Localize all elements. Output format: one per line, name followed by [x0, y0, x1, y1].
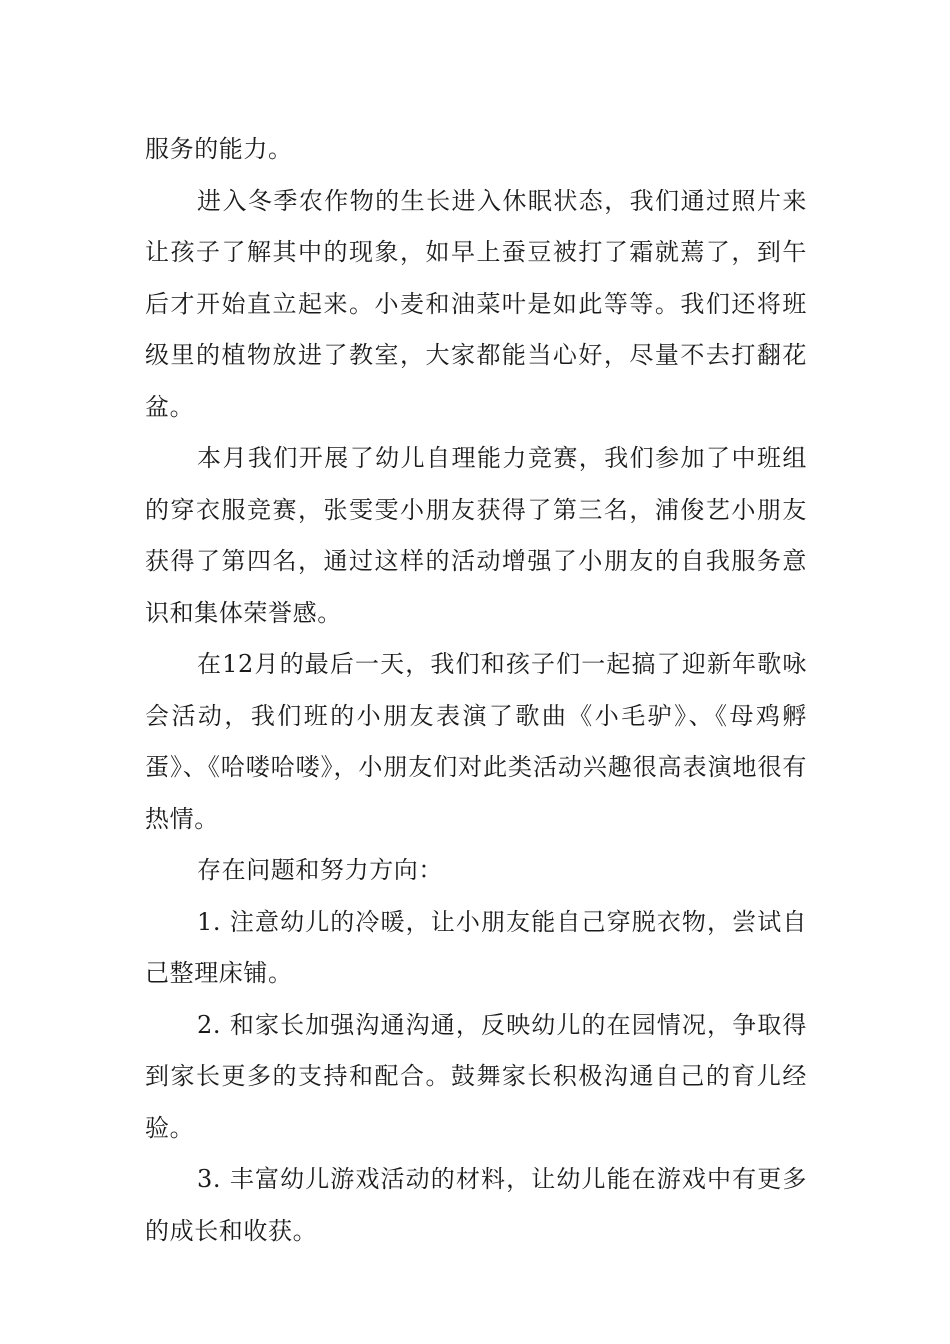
list-item-1: 1. 注意幼儿的冷暖，让小朋友能自己穿脱衣物，尝试自己整理床铺。 [145, 907, 807, 987]
paragraph-problems-heading: 存在问题和努力方向： [197, 856, 443, 884]
document-page [145, 124, 807, 1257]
paragraph-self-care-contest: 本月我们开展了幼儿自理能力竞赛，我们参加了中班组的穿衣服竞赛，张雯雯小朋友获得了第三名，浦俊艺小朋友获得了第四名，通过这样的活动增强了小朋友的自我服务意识和集体荣誉感。 [145, 444, 807, 627]
paragraph-continuation: 服务的能力。 [145, 135, 293, 163]
paragraph-winter-crops: 进入冬季农作物的生长进入休眠状态，我们通过照片来让孩子了解其中的现象，如早上蚕豆被打了霜就蔫了，到午后才开始直立起来。小麦和油菜叶是如此等等。我们还将班级里的植物放进了教室，大家都能当心好，尽量不去打翻花盆。 [145, 186, 807, 421]
list-item-2: 2. 和家长加强沟通沟通，反映幼儿的在园情况，争取得到家长更多的支持和配合。鼓舞家长积极沟通自己的育儿经验。 [145, 1010, 807, 1142]
paragraph-new-year-singing: 在12月的最后一天，我们和孩子们一起搞了迎新年歌咏会活动，我们班的小朋友表演了歌曲《小毛驴》、《母鸡孵蛋》、《哈喽哈喽》，小朋友们对此类活动兴趣很高表演地很有热情。 [145, 650, 807, 833]
list-item-3: 3. 丰富幼儿游戏活动的材料，让幼儿能在游戏中有更多的成长和收获。 [145, 1165, 807, 1245]
